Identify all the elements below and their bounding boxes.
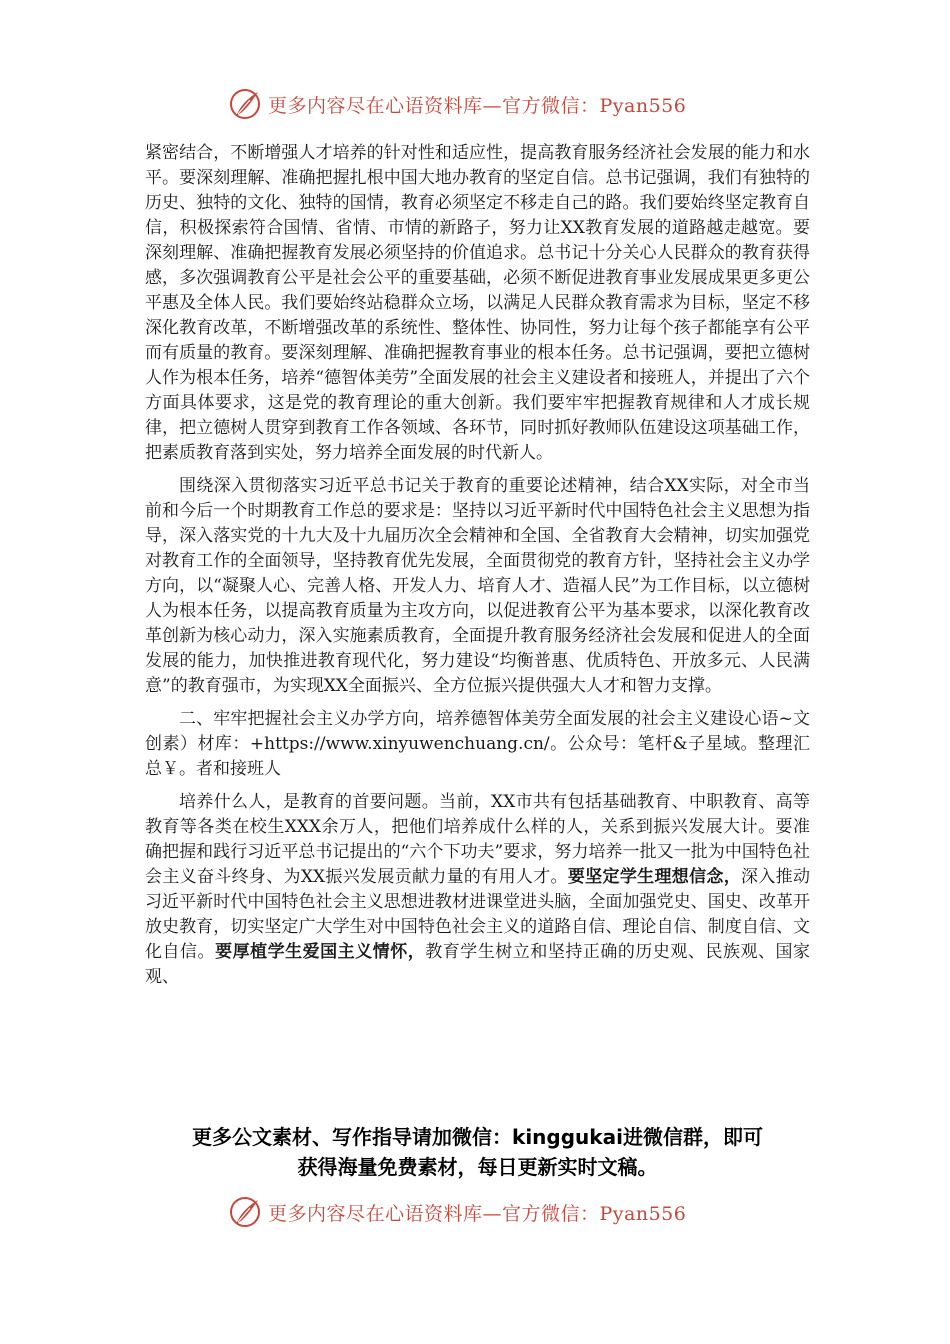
promo-notice-line-2: 获得海量免费素材，每日更新实时文稿。 bbox=[297, 1155, 658, 1179]
document-body bbox=[145, 141, 810, 998]
emphasis-patriotism: 要厚植学生爱国主义情怀， bbox=[215, 942, 426, 962]
emphasis-ideals: 要坚定学生理想信念， bbox=[567, 867, 742, 887]
paragraph-4-text-d: 教育学生树立和坚持正确的历史观、民族观、国家观、 bbox=[145, 942, 811, 987]
paragraph-4-text-a: 培养什么人，是教育的首要问题。当前，XX市共有包括基础教育、中职教育、高等教育等各类在校生XXX余万人，把他们培养成什么样的人，关系到振兴发展大计。要准确把握和践行习近平总书记提出的“六个下功夫”要求，努力培养一批又一批为中国特色社会主义奋斗终身、为XX振兴发展贡献力量的有用人才。 bbox=[145, 792, 810, 887]
footer-watermark-banner bbox=[0, 1193, 950, 1233]
quill-logo-icon bbox=[228, 1195, 262, 1229]
banner-text: 更多内容尽在心语资料库—官方微信：Pyan556 bbox=[268, 95, 687, 117]
promo-notice bbox=[145, 1122, 810, 1182]
paragraph-4 bbox=[145, 790, 810, 990]
banner-text: 更多内容尽在心语资料库—官方微信：Pyan556 bbox=[268, 1203, 687, 1225]
section-heading-2: 二、牢牢把握社会主义办学方向，培养德智体美劳全面发展的社会主义建设心语~文创素）材库：+https://www.xinyuwenchuang.cn/。公众号：笔杆&子星域。整理汇总￥。者和接班人 bbox=[145, 709, 810, 779]
quill-logo-icon bbox=[228, 87, 262, 121]
header-watermark-banner bbox=[0, 85, 950, 125]
paragraph-1: 紧密结合，不断增强人才培养的针对性和适应性，提高教育服务经济社会发展的能力和水平。要深刻理解、准确把握扎根中国大地办教育的坚定自信。总书记强调，我们有独特的历史、独特的文化、独特的国情，教育必须坚定不移走自己的路。我们要始终坚定教育自信，积极探索符合国情、省情、市情的新路子，努力让XX教育发展的道路越走越宽。要深刻理解、准确把握教育发展必须坚持的价值追求。总书记十分关心人民群众的教育获得感，多次强调教育公平是社会公平的重要基础，必须不断促进教育事业发展成果更多更公平惠及全体人民。我们要始终站稳群众立场，以满足人民群众教育需求为目标，坚定不移深化教育改革，不断增强改革的系统性、整体性、协同性，努力让每个孩子都能享有公平而有质量的教育。要深刻理解、准确把握教育事业的根本任务。总书记强调，要把立德树人作为根本任务，培养“德智体美劳”全面发展的社会主义建设者和接班人，并提出了六个方面具体要求，这是党的教育理论的重大创新。我们要牢牢把握教育规律和人才成长规律，把立德树人贯穿到教育工作各领域、各环节，同时抓好教师队伍建设这项基础工作，把素质教育落到实处，努力培养全面发展的时代新人。 bbox=[145, 143, 810, 463]
paragraph-4-text-c: 深入推动习近平新时代中国特色社会主义思想进教材进课堂进头脑，全面加强党史、国史、改革开放史教育，切实坚定广大学生对中国特色社会主义的道路自信、理论自信、制度自信、文化自信。 bbox=[145, 867, 811, 962]
paragraph-2: 围绕深入贯彻落实习近平总书记关于教育的重要论述精神，结合XX实际，对全市当前和今后一个时期教育工作总的要求是：坚持以习近平新时代中国特色社会主义思想为指导，深入落实党的十九大及十九届历次全会精神和全国、全省教育大会精神，切实加强党对教育工作的全面领导，坚持教育优先发展，全面贯彻党的教育方针，坚持社会主义办学方向，以“凝聚人心、完善人格、开发人力、培育人才、造福人民”为工作目标，以立德树人为根本任务，以提高教育质量为主攻方向，以促进教育公平为基本要求，以深化教育改革创新为核心动力，深入实施素质教育，全面提升教育服务经济社会发展和促进人的全面发展的能力，加快推进教育现代化，努力建设“均衡普惠、优质特色、开放多元、人民满意”的教育强市，为实现XX全面振兴、全方位振兴提供强大人才和智力支撑。 bbox=[145, 476, 810, 696]
promo-notice-line-1: 更多公文素材、写作指导请加微信：kinggukai进微信群，即可 bbox=[192, 1125, 763, 1149]
